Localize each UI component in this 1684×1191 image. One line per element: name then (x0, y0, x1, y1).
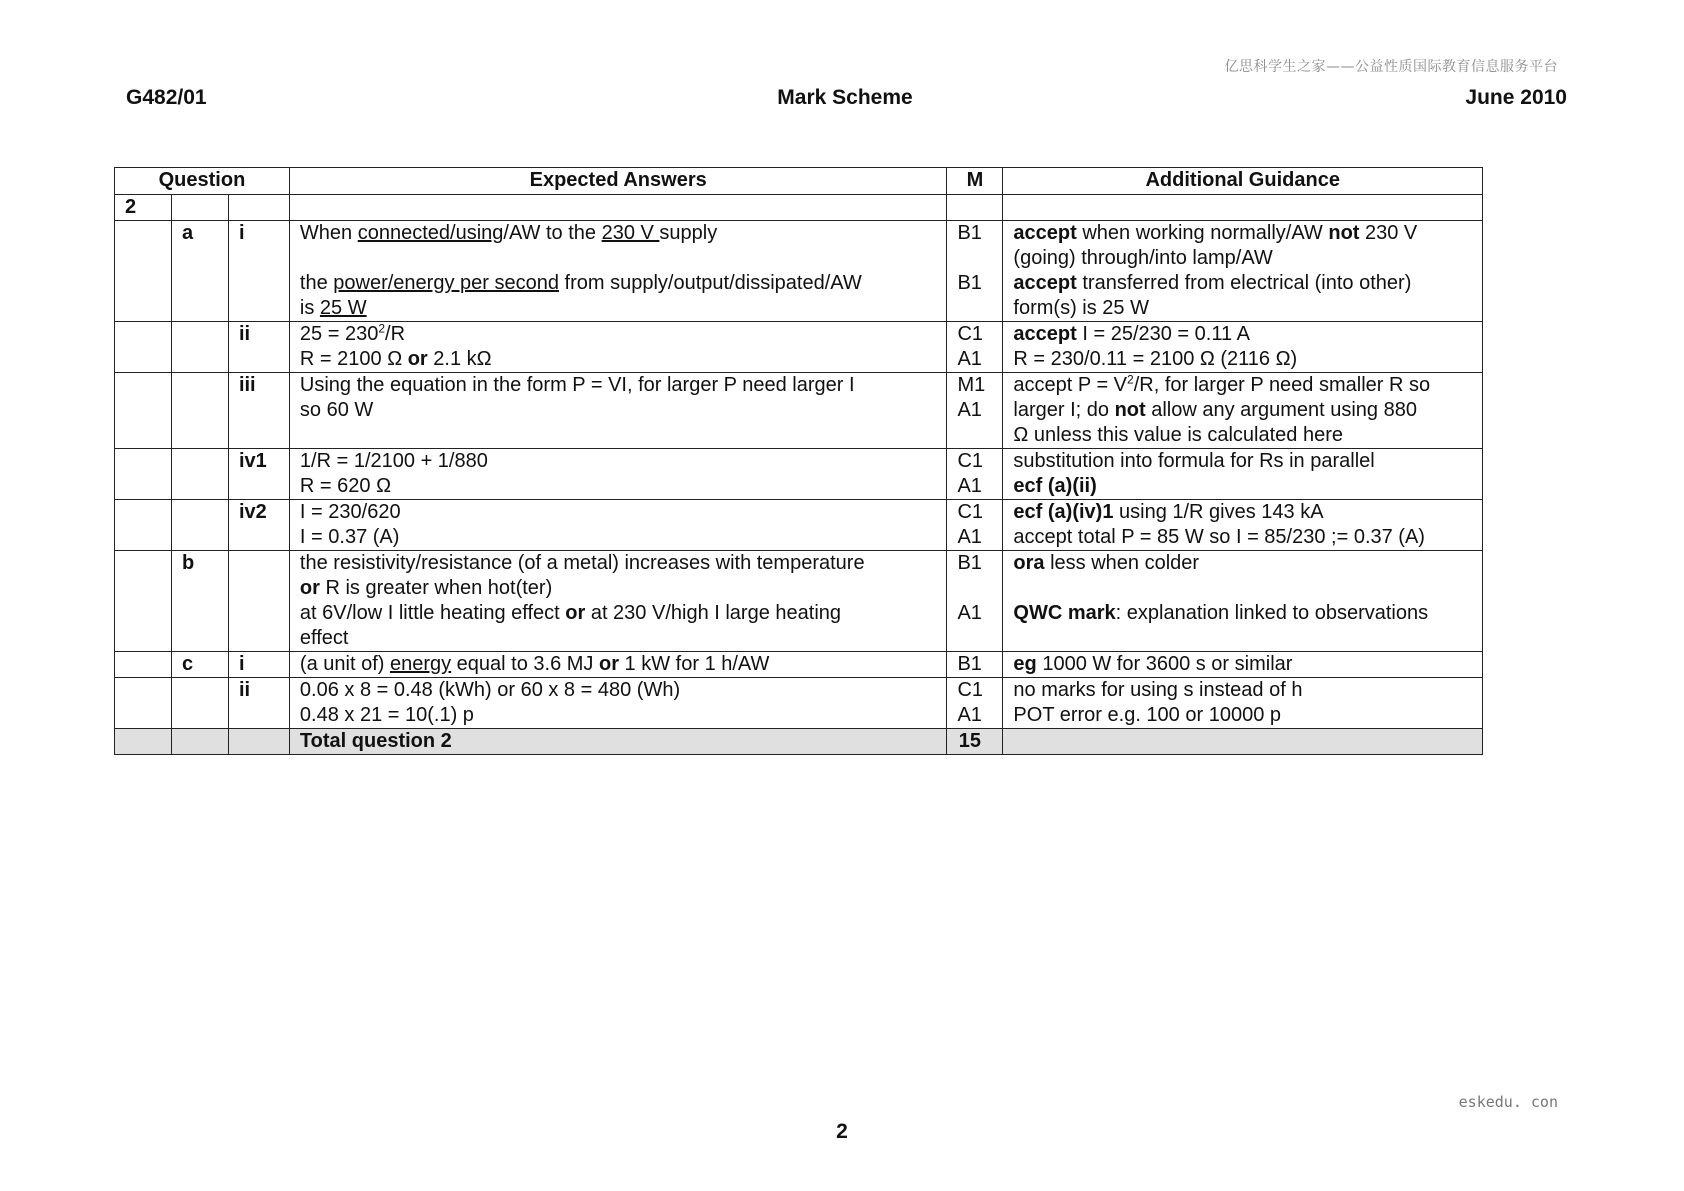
additional-guidance: eg 1000 W for 3600 s or similar (1003, 652, 1483, 678)
watermark-bottom: eskedu. con (1458, 1093, 1558, 1111)
header-additional-guidance: Additional Guidance (1003, 168, 1483, 195)
table-row (115, 500, 1483, 551)
document-title: Mark Scheme (777, 86, 913, 109)
expected-answer: I = 230/620 I = 0.37 (A) (289, 500, 947, 551)
part-label: a (171, 221, 228, 322)
total-marks: 15 (947, 729, 1003, 755)
additional-guidance: accept I = 25/230 = 0.11 A R = 230/0.11 = 2100 Ω (2116 Ω) (1003, 322, 1483, 373)
mark-scheme-table (114, 167, 1483, 755)
additional-guidance: no marks for using s instead of h POT error e.g. 100 or 10000 p (1003, 678, 1483, 729)
table-row (115, 373, 1483, 449)
marks: C1 A1 (947, 500, 1003, 551)
watermark-top: 亿思科学生之家——公益性质国际教育信息服务平台 (1224, 59, 1558, 75)
table-row (115, 678, 1483, 729)
table-row (115, 551, 1483, 652)
table-row (115, 221, 1483, 322)
marks: C1 A1 (947, 322, 1003, 373)
subpart-label: ii (228, 322, 289, 373)
part-label: c (171, 652, 228, 678)
additional-guidance: ecf (a)(iv)1 using 1/R gives 143 kA accept total P = 85 W so I = 85/230 ;= 0.37 (A) (1003, 500, 1483, 551)
expected-answer: When connected/using/AW to the 230 V supply the power/energy per second from supply/output/dissipated/AW is 25 W (289, 221, 947, 322)
subpart-label: iv2 (228, 500, 289, 551)
expected-answer: 0.06 x 8 = 0.48 (kWh) or 60 x 8 = 480 (Wh) 0.48 x 21 = 10(.1) p (289, 678, 947, 729)
additional-guidance: substitution into formula for Rs in parallel ecf (a)(ii) (1003, 449, 1483, 500)
header-question: Question (115, 168, 290, 195)
expected-answer: the resistivity/resistance (of a metal) increases with temperature or R is greater when hot(ter) at 6V/low I little heating effect or at 230 V/high I large heating effect (289, 551, 947, 652)
total-row (115, 729, 1483, 755)
subpart-label: iii (228, 373, 289, 449)
marks: M1 A1 (947, 373, 1003, 449)
marks: B1 (947, 652, 1003, 678)
page-number: 2 (836, 1120, 848, 1143)
question-number: 2 (115, 195, 172, 221)
marks: B1 A1 (947, 551, 1003, 652)
table-row (115, 195, 1483, 221)
subpart-label: i (228, 652, 289, 678)
paper-code: G482/01 (126, 86, 207, 109)
marks: B1 B1 (947, 221, 1003, 322)
marks: C1 A1 (947, 678, 1003, 729)
subpart-label: ii (228, 678, 289, 729)
part-label: b (171, 551, 228, 652)
additional-guidance: ora less when colder QWC mark: explanation linked to observations (1003, 551, 1483, 652)
table-row (115, 322, 1483, 373)
table-row (115, 652, 1483, 678)
table-row (115, 449, 1483, 500)
header-marks: M (947, 168, 1003, 195)
additional-guidance: accept $P = V^2/R$, for larger P need smaller R so larger I; do not allow any argument using 880 Ω unless this value is calculated here (1003, 373, 1483, 449)
expected-answer: (a unit of) energy equal to 3.6 MJ or 1 kW for 1 h/AW (289, 652, 947, 678)
marks: C1 A1 (947, 449, 1003, 500)
expected-answer: Using the equation in the form P = VI, for larger P need larger I so 60 W (289, 373, 947, 449)
header-expected-answers: Expected Answers (289, 168, 947, 195)
expected-answer: $25 = 230^2/R$ R = 2100 Ω or 2.1 kΩ (289, 322, 947, 373)
total-label: Total question 2 (289, 729, 947, 755)
additional-guidance: accept when working normally/AW not 230 V (going) through/into lamp/AW accept transferred from electrical (into other) form(s) is 25 W (1003, 221, 1483, 322)
exam-session: June 2010 (1465, 86, 1567, 109)
subpart-label: i (228, 221, 289, 322)
expected-answer: 1/R = 1/2100 + 1/880 R = 620 Ω (289, 449, 947, 500)
table-header-row (115, 168, 1483, 195)
subpart-label: iv1 (228, 449, 289, 500)
